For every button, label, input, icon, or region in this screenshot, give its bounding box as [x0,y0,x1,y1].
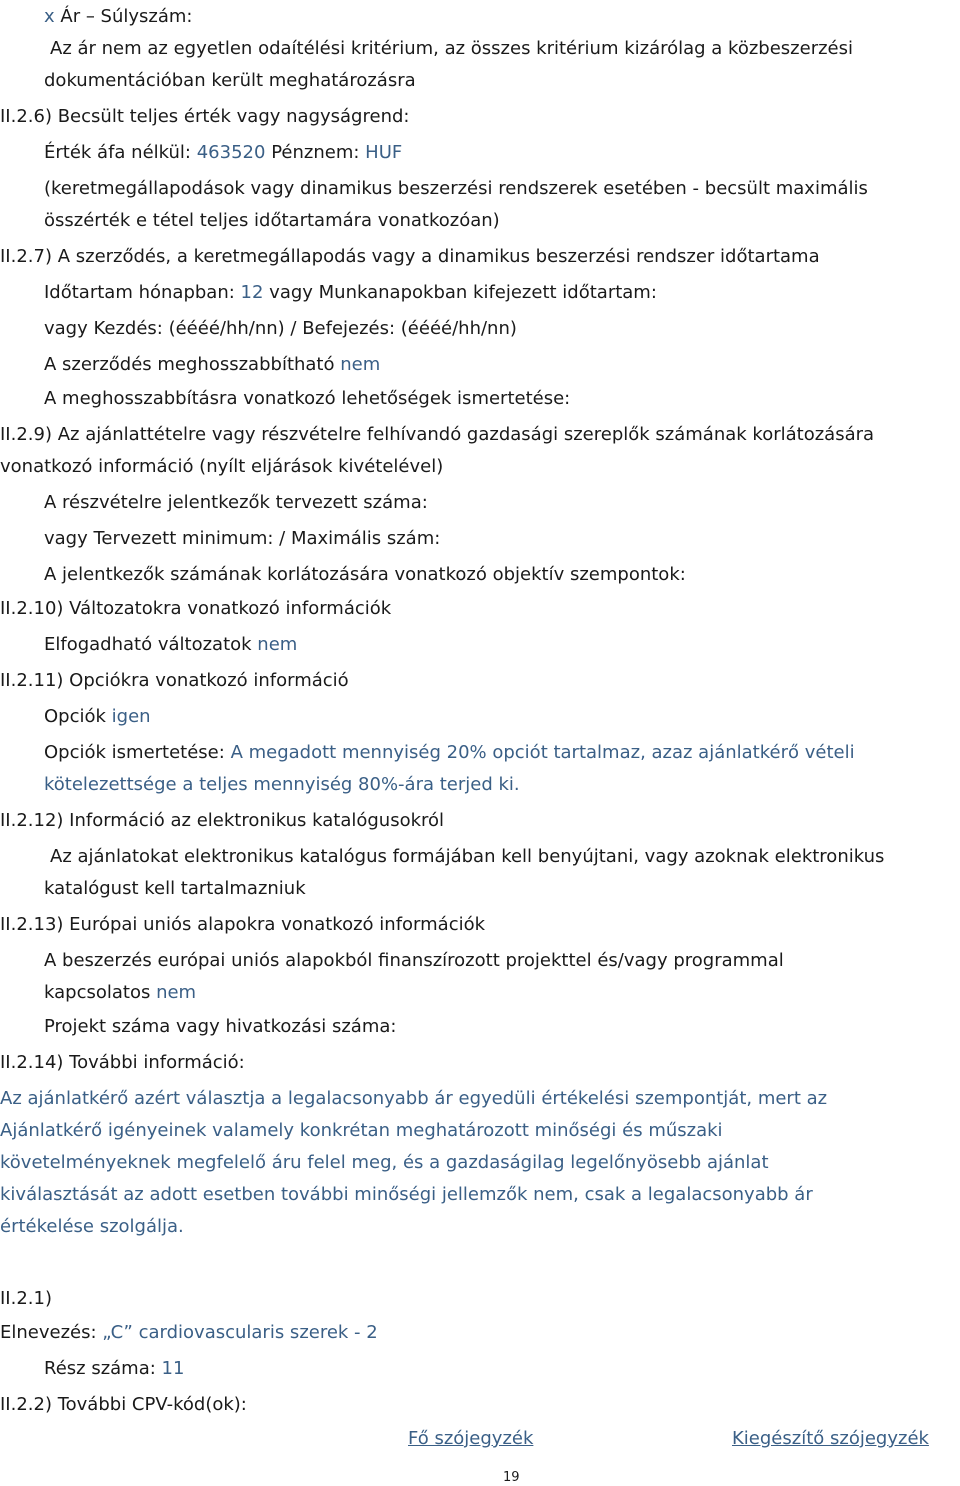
catalogues-text-2: katalógust kell tartalmazniuk [44,878,306,899]
duration-dates: vagy Kezdés: (éééé/hh/nn) / Befejezés: (éééé/hh/nn) [44,318,517,339]
additional-info-line: Ajánlatkérő igényeinek valamely konkrétan meghatározott minőségi és műszaki [0,1120,723,1141]
candidates-criteria: A jelentkezők számának korlátozására vonatkozó objektív szempontok: [44,564,686,585]
options-desc-text-1: A megadott mennyiség 20% opciót tartalmaz, azaz ajánlatkérő vételi [230,742,855,763]
section-heading-title: II.2.1) [0,1288,52,1309]
duration-value: 12 [240,282,264,303]
renewable-line [44,354,380,376]
options-desc-line-1 [44,742,855,764]
renewable-value: nem [340,354,381,375]
currency-label: Pénznem: [271,142,360,163]
candidates-min-max: vagy Tervezett minimum: / Maximális szám: [44,528,441,549]
section-heading-candidates-2: vonatkozó információ (nyílt eljárások kivételével) [0,456,444,477]
variants-line [44,634,297,656]
options-label: Opciók [44,706,106,727]
price-note-line-1: Az ár nem az egyetlen odaítélési kritérium, az összes kritérium kizárólag a közbeszerzési [50,38,853,59]
price-label: Ár – Súlyszám: [60,6,193,27]
renewable-label: A szerződés meghosszabbítható [44,354,335,375]
options-desc-label: Opciók ismertetése: [44,742,225,763]
eu-funds-line-2 [44,982,196,1004]
section-heading-additional-info: II.2.14) További információ: [0,1052,245,1073]
section-heading-cpv: II.2.2) További CPV-kód(ok): [0,1394,247,1415]
price-criterion [44,6,193,28]
estimated-value-line [44,142,402,164]
eu-funds-text-2: kapcsolatos [44,982,151,1003]
section-heading-catalogues: II.2.12) Információ az elektronikus katalógusokról [0,810,445,831]
estimated-value-note-2: összérték e tétel teljes időtartamára vonatkozóan) [44,210,500,231]
eu-funds-text-1: A beszerzés európai uniós alapokból finanszírozott projekttel és/vagy programmal [44,950,784,971]
section-heading-eu-funds: II.2.13) Európai uniós alapokra vonatkozó információk [0,914,486,935]
variants-value: nem [257,634,298,655]
lot-number-label: Rész száma: [44,1358,156,1379]
price-marker: x [44,6,55,27]
additional-info-line: kiválasztását az adott esetben további minőségi jellemzők nem, csak a legalacsonyabb ár [0,1184,813,1205]
variants-label: Elfogadható változatok [44,634,252,655]
catalogues-text-1: Az ajánlatokat elektronikus katalógus formájában kell benyújtani, vagy azoknak elektronikus [50,846,885,867]
title-value: „C” cardiovascularis szerek - 2 [102,1322,378,1343]
lot-number-line [44,1358,184,1380]
options-line [44,706,151,728]
eu-funds-value: nem [156,982,197,1003]
lot-number-value: 11 [161,1358,185,1379]
section-heading-duration: II.2.7) A szerződés, a keretmegállapodás vagy a dinamikus beszerzési rendszer időtartama [0,246,820,267]
additional-info-line: követelményeknek megfelelő áru felel meg, és a gazdaságilag legelőnyösebb ajánlat [0,1152,769,1173]
additional-info-line: értékelése szolgálja. [0,1216,184,1237]
value-label: Érték áfa nélkül: [44,142,191,163]
estimated-value-note-1: (keretmegállapodások vagy dinamikus beszerzési rendszerek esetében - becsült maximális [44,178,868,199]
options-desc-line-2: kötelezettsége a teljes mennyiség 80%-ára terjed ki. [44,774,520,795]
title-line [0,1322,378,1344]
section-heading-candidates-1: II.2.9) Az ajánlattételre vagy részvételre felhívandó gazdasági szereplők számának korlátozására [0,424,875,445]
duration-line [44,282,657,304]
main-vocabulary-header: Fő szójegyzék [408,1428,534,1449]
section-heading-variants: II.2.10) Változatokra vonatkozó információk [0,598,392,619]
duration-label: Időtartam hónapban: [44,282,235,303]
eu-project-number: Projekt száma vagy hivatkozási száma: [44,1016,397,1037]
title-label: Elnevezés: [0,1322,97,1343]
price-note-line-2: dokumentációban került meghatározásra [44,70,416,91]
currency-value: HUF [365,142,403,163]
additional-info-line: Az ajánlatkérő azért választja a legalacsonyabb ár egyedüli értékelési szempontját, mert az [0,1088,828,1109]
page-number: 19 [503,1470,520,1485]
section-heading-options: II.2.11) Opciókra vonatkozó információ [0,670,349,691]
options-value: igen [111,706,151,727]
section-heading-estimated-value: II.2.6) Becsült teljes érték vagy nagyságrend: [0,106,410,127]
duration-rest: vagy Munkanapokban kifejezett időtartam: [269,282,657,303]
planned-candidates: A részvételre jelentkezők tervezett száma: [44,492,428,513]
supplementary-vocabulary-header: Kiegészítő szójegyzék [732,1428,929,1449]
renewal-description: A meghosszabbításra vonatkozó lehetőségek ismertetése: [44,388,571,409]
value-amount: 463520 [196,142,266,163]
